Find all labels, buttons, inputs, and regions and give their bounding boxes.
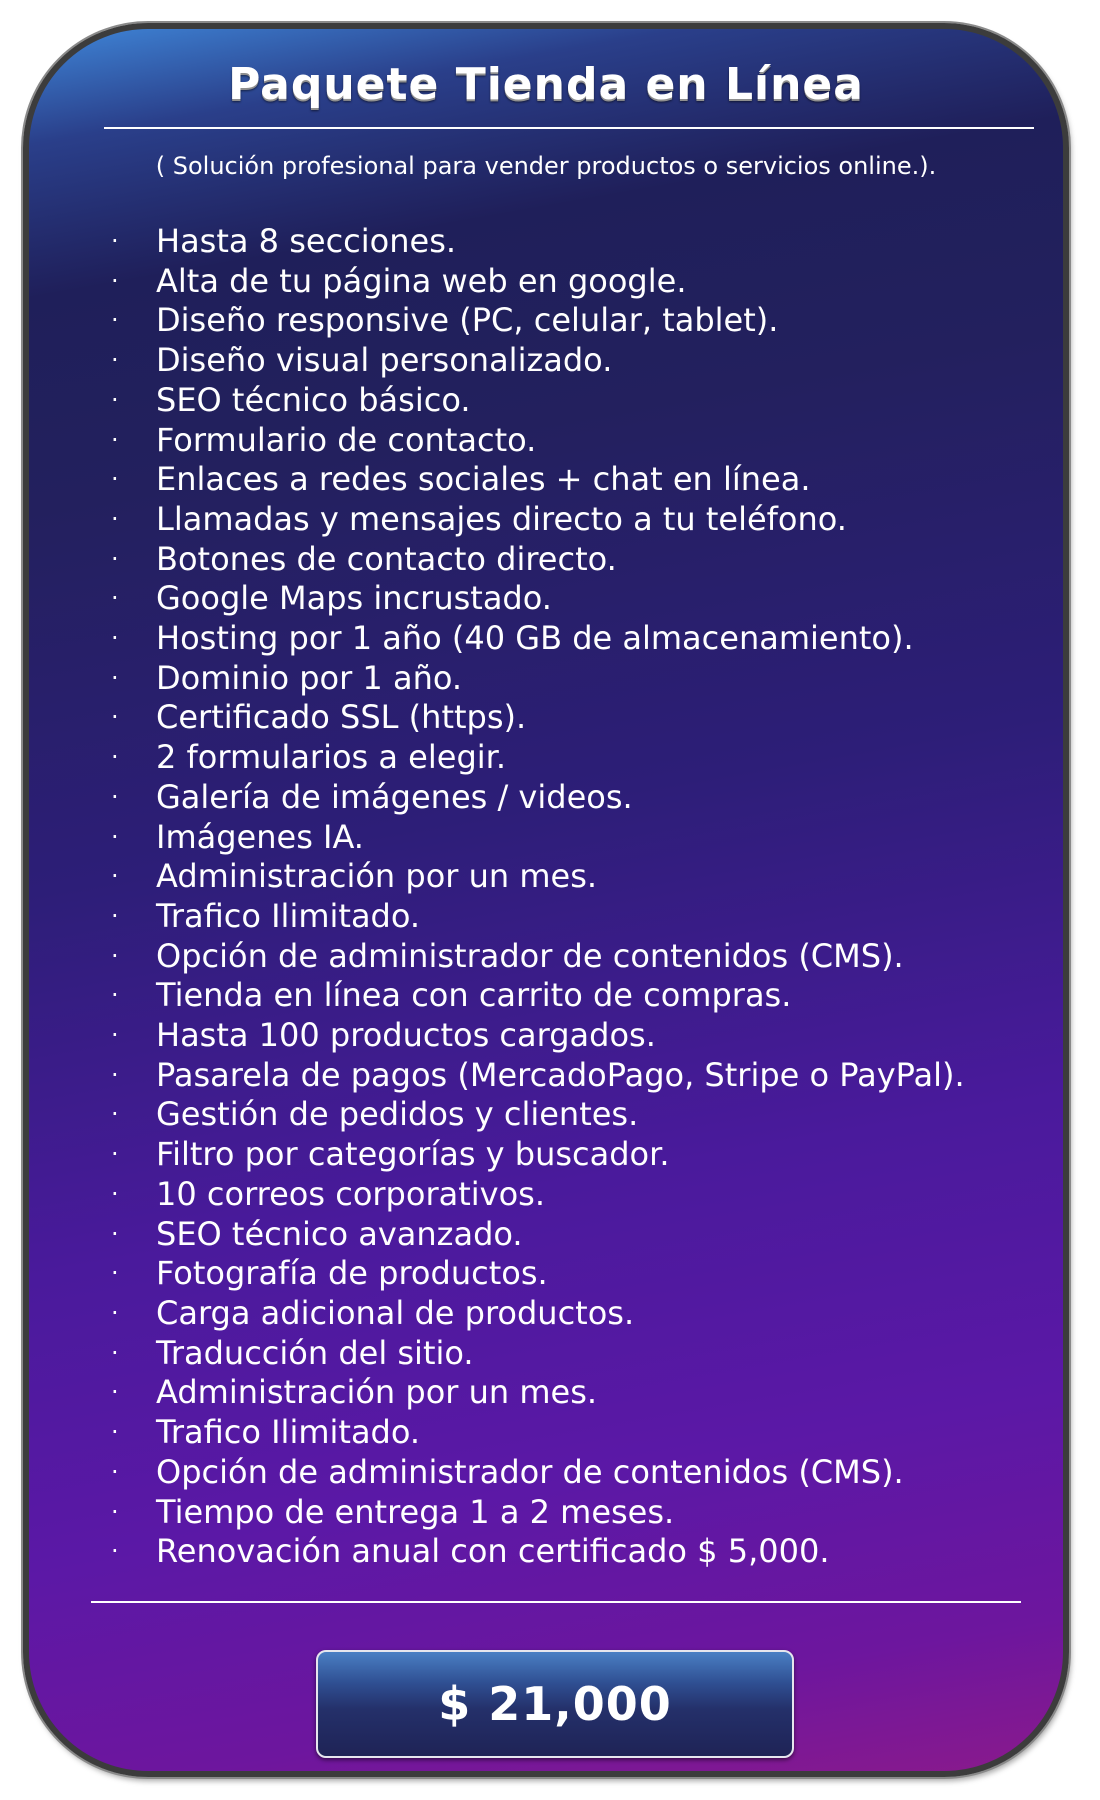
- feature-item: · Carga adicional de productos.: [89, 1294, 965, 1334]
- feature-item: · Opción de administrador de contenidos (CMS).: [89, 1453, 965, 1493]
- feature-item: · Formulario de contacto.: [89, 421, 965, 461]
- feature-item: · Gestión de pedidos y clientes.: [89, 1095, 965, 1135]
- feature-item: · Hasta 100 productos cargados.: [89, 1016, 965, 1056]
- feature-item: · Galería de imágenes / videos.: [89, 778, 965, 818]
- price-button[interactable]: [316, 1650, 794, 1758]
- feature-item: · Enlaces a redes sociales + chat en línea.: [89, 460, 965, 500]
- feature-item: · Filtro por categorías y buscador.: [89, 1135, 965, 1175]
- feature-item: · Pasarela de pagos (MercadoPago, Stripe o PayPal).: [89, 1056, 965, 1096]
- feature-item: · Fotografía de productos.: [89, 1254, 965, 1294]
- feature-item: · 2 formularios a elegir.: [89, 738, 965, 778]
- feature-item: · Hosting por 1 año (40 GB de almacenamiento).: [89, 619, 965, 659]
- feature-item: · Trafico Ilimitado.: [89, 1413, 965, 1453]
- package-title: Paquete Tienda en Línea: [228, 59, 864, 110]
- feature-item: · Llamadas y mensajes directo a tu teléfono.: [89, 500, 965, 540]
- package-card: [23, 23, 1069, 1777]
- feature-item: · Tiempo de entrega 1 a 2 meses.: [89, 1493, 965, 1533]
- bottom-divider: [91, 1601, 1021, 1603]
- feature-item: · Traducción del sitio.: [89, 1334, 965, 1374]
- price-label: $ 21,000: [438, 1677, 672, 1731]
- feature-item: · Opción de administrador de contenidos (CMS).: [89, 937, 965, 977]
- feature-item: · Administración por un mes.: [89, 857, 965, 897]
- feature-item: · Google Maps incrustado.: [89, 579, 965, 619]
- package-subtitle: ( Solución profesional para vender productos o servicios online.).: [155, 152, 937, 180]
- feature-item: · Diseño responsive (PC, celular, tablet).: [89, 301, 965, 341]
- feature-item: · Alta de tu página web en google.: [89, 262, 965, 302]
- feature-item: · Certificado SSL (https).: [89, 698, 965, 738]
- feature-item: · Diseño visual personalizado.: [89, 341, 965, 381]
- feature-item: · Botones de contacto directo.: [89, 540, 965, 580]
- feature-list: [89, 222, 965, 1572]
- feature-item: · 10 correos corporativos.: [89, 1175, 965, 1215]
- feature-item: · SEO técnico básico.: [89, 381, 965, 421]
- top-divider: [104, 127, 1034, 129]
- feature-item: · Imágenes IA.: [89, 818, 965, 858]
- feature-item: · Tienda en línea con carrito de compras.: [89, 976, 965, 1016]
- feature-item: · Administración por un mes.: [89, 1373, 965, 1413]
- feature-item: · SEO técnico avanzado.: [89, 1215, 965, 1255]
- feature-item: · Dominio por 1 año.: [89, 659, 965, 699]
- feature-item: · Trafico Ilimitado.: [89, 897, 965, 937]
- feature-item: · Hasta 8 secciones.: [89, 222, 965, 262]
- feature-item: · Renovación anual con certificado $ 5,000.: [89, 1532, 965, 1572]
